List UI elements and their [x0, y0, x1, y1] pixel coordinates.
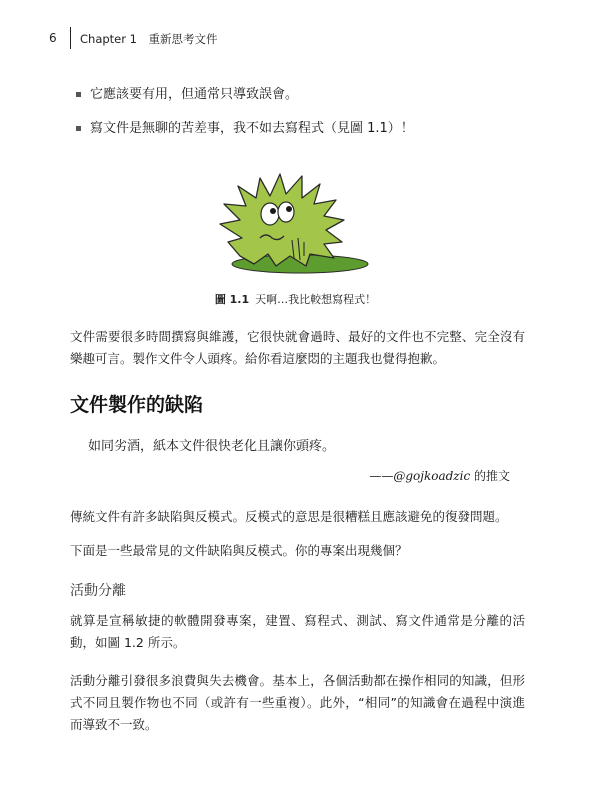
- figure-label: 圖 1.1: [214, 293, 250, 306]
- header-divider: [70, 27, 71, 49]
- figure-caption: [0, 291, 591, 307]
- quote-attribution: [369, 467, 510, 484]
- attribution-dash: ——: [369, 469, 394, 483]
- paragraph: 傳統文件有許多缺陷與反模式。反模式的意思是很糟糕且應該避免的復發問題。: [70, 509, 508, 524]
- left-pupil: [270, 208, 276, 214]
- square-bullet-icon: [76, 126, 81, 131]
- paragraph: 下面是一些最常見的文件缺陷與反模式。你的專案出現幾個？: [70, 543, 408, 558]
- attribution-suffix: 的推文: [470, 469, 510, 483]
- paragraph: 就算是宣稱敏捷的軟體開發專案，建置、寫程式、測試、寫文件通常是分離的活動，如圖 1.2 所示。: [70, 613, 525, 650]
- bullet-list: [76, 86, 536, 154]
- right-eye: [278, 202, 294, 222]
- bullet-text: 它應該要有用，但通常只導致誤會。: [90, 87, 299, 102]
- epigraph-quote: 如同劣酒，紙本文件很快老化且讓你頭疼。: [88, 439, 336, 454]
- caption-text: 天啊…我比較想寫程式！: [255, 293, 377, 306]
- bullet-text: 寫文件是無聊的苦差事，我不如去寫程式（見圖 1.1）！: [90, 121, 414, 136]
- right-pupil: [286, 206, 292, 212]
- paragraph: 文件需要很多時間撰寫與維護，它很快就會過時、最好的文件也不完整、完全沒有樂趣可言。製作文件令人頭疼。給你看這麼悶的主題我也覺得抱歉。: [70, 329, 525, 366]
- paragraph: 活動分離引發很多浪費與失去機會。基本上，各個活動都在操作相同的知識，但形式不同且製作物也不同（或許有一些重複）。此外，“相同”的知識會在過程中演進而導致不一致。: [70, 673, 525, 732]
- list-item: [76, 86, 536, 104]
- square-bullet-icon: [76, 92, 81, 97]
- section-heading: 文件製作的缺陷: [70, 394, 204, 416]
- page-number: 6: [49, 31, 57, 45]
- list-item: [76, 120, 536, 138]
- twitter-handle: @gojkoadzic: [393, 469, 471, 483]
- chapter-title: Chapter 1 重新思考文件: [80, 32, 218, 46]
- running-header: [0, 27, 591, 57]
- spiky-monster-illustration: [210, 168, 370, 278]
- subheading: 活動分離: [70, 583, 126, 599]
- left-eye: [261, 203, 279, 225]
